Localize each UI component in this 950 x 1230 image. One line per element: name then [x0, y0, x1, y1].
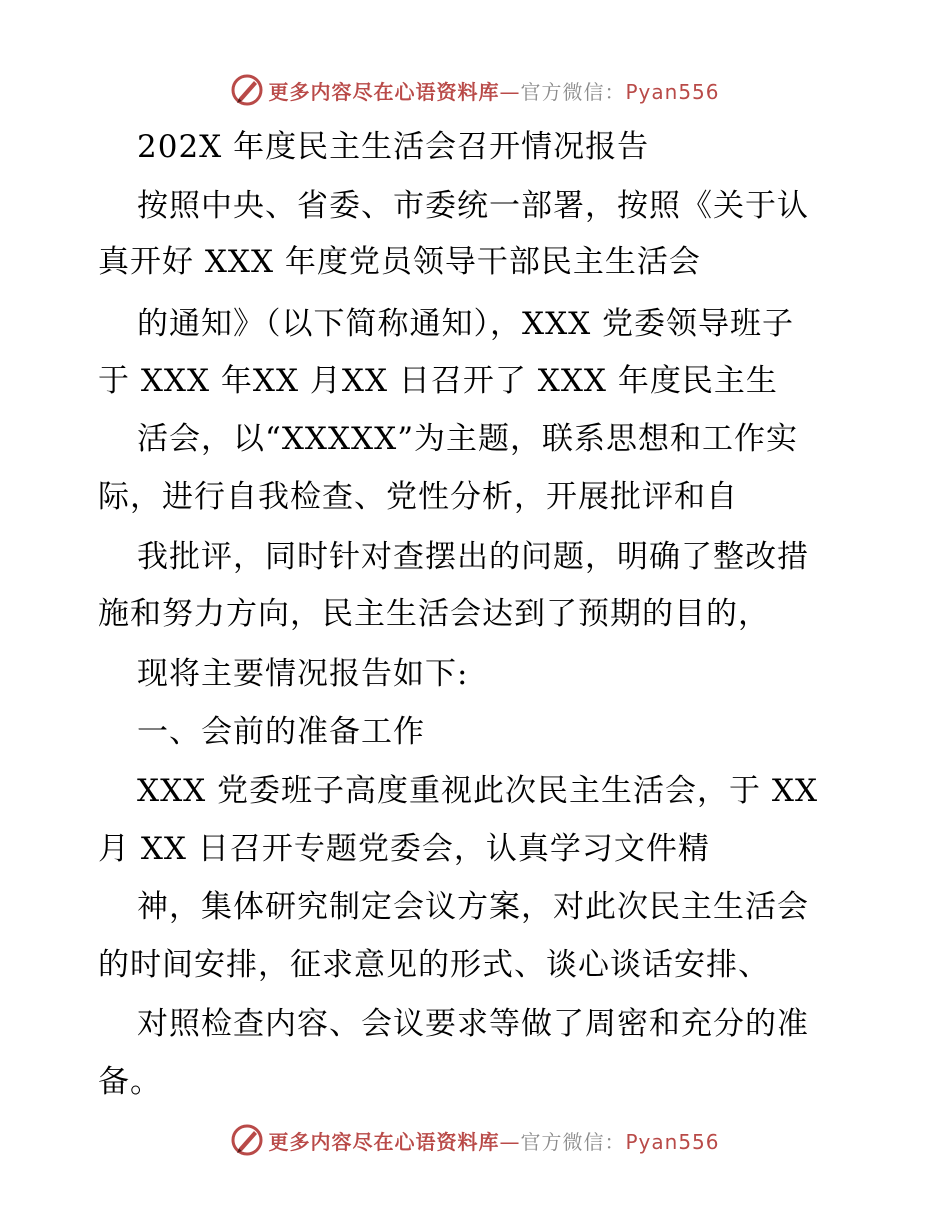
paragraph-line: 我批评，同时针对查摆出的问题，明确了整改措 [137, 539, 809, 575]
paragraph-line: 际，进行自我检查、党性分析，开展批评和自 [98, 479, 738, 515]
banner-wechat-label: 官方微信： [520, 1129, 626, 1154]
paragraph-line: 月 XX 日召开专题党委会，认真学习文件精 [98, 831, 710, 867]
paragraph-line: XXX 党委班子高度重视此次民主生活会，于 XX [137, 773, 819, 809]
pen-logo-icon [230, 73, 264, 107]
banner-wechat-id: Pyan556 [625, 79, 720, 104]
paragraph-line: 施和努力方向，民主生活会达到了预期的目的， [98, 596, 770, 632]
paragraph-line: 对照检查内容、会议要求等做了周密和充分的准 [137, 1006, 809, 1042]
paragraph-line: 于 XXX 年XX 月XX 日召开了 XXX 年度民主生 [98, 363, 778, 399]
banner-main-text: 更多内容尽在心语资料库 [268, 79, 500, 104]
paragraph-line: 现将主要情况报告如下: [137, 656, 469, 692]
document-title: 202X 年度民主生活会召开情况报告 [137, 129, 650, 165]
paragraph-line: 的时间安排，征求意见的形式、谈心谈话安排、 [98, 947, 770, 983]
banner-dash: — [499, 1129, 521, 1154]
pen-logo-icon [230, 1123, 264, 1157]
header-banner [0, 70, 950, 110]
paragraph-line: 真开好 XXX 年度党员领导干部民主生活会 [98, 244, 701, 280]
banner-main-text: 更多内容尽在心语资料库 [268, 1129, 500, 1154]
paragraph-line: 的通知》（以下简称通知），XXX 党委领导班子 [137, 306, 795, 342]
banner-dash: — [499, 79, 521, 104]
banner-wechat-id: Pyan556 [625, 1129, 720, 1154]
section-heading: 一、会前的准备工作 [137, 714, 425, 750]
paragraph-line: 备。 [98, 1064, 162, 1100]
paragraph-line: 活会，以“XXXXX”为主题，联系思想和工作实 [137, 421, 799, 457]
paragraph-line: 按照中央、省委、市委统一部署，按照《关于认 [137, 188, 809, 224]
banner-wechat-label: 官方微信： [520, 79, 626, 104]
footer-banner [0, 1120, 950, 1160]
paragraph-line: 神，集体研究制定会议方案，对此次民主生活会 [137, 889, 809, 925]
